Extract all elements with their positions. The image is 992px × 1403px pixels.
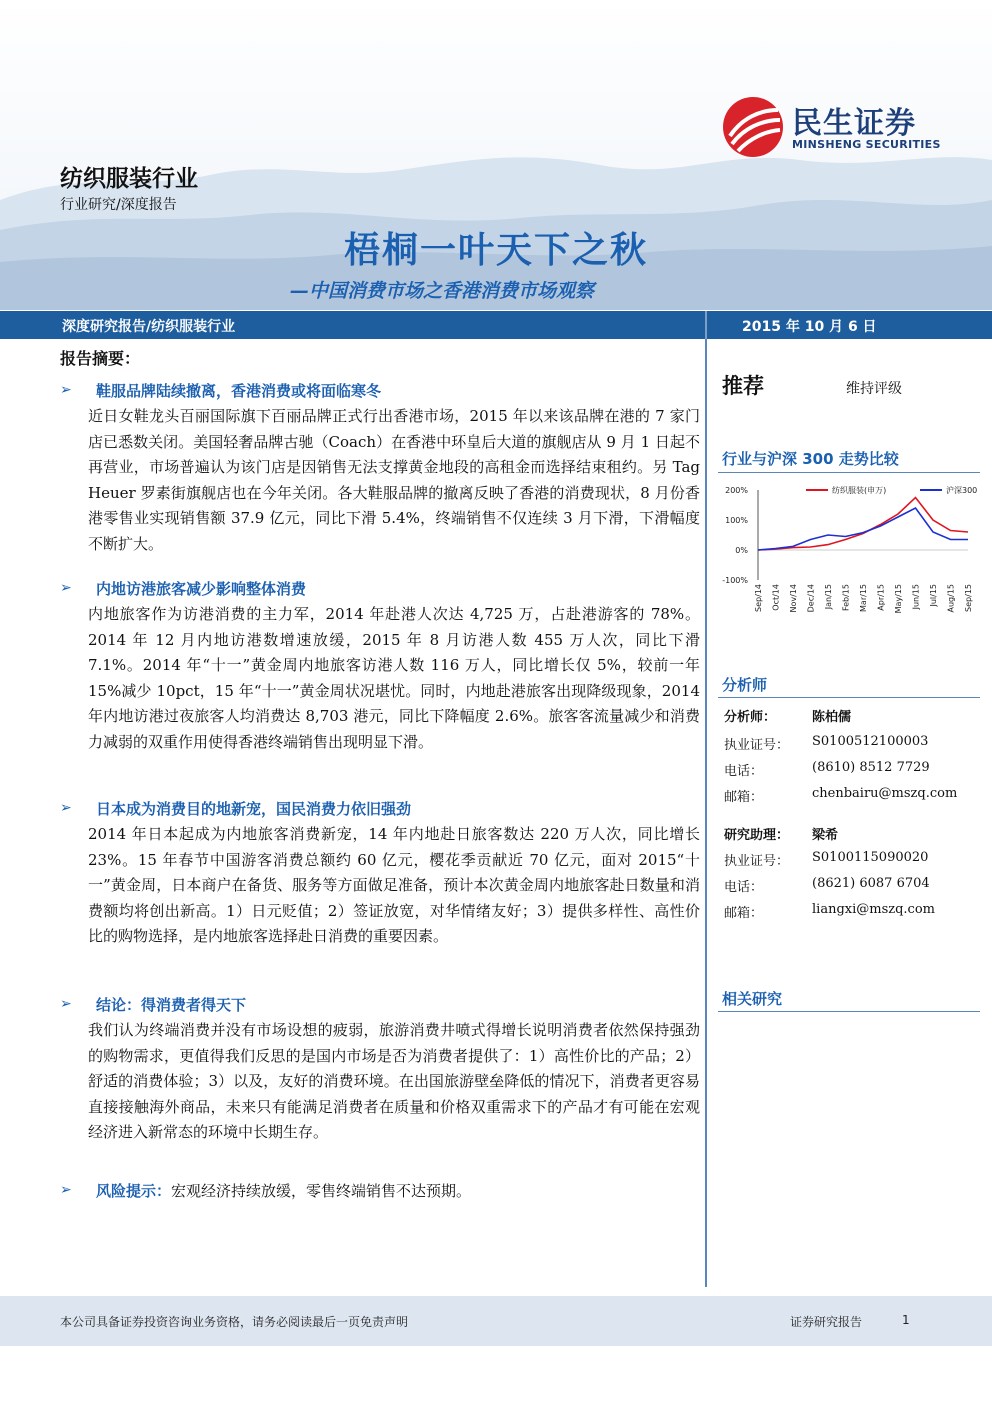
section-heading — [60, 380, 700, 404]
section-heading-text: 结论：得消费者得天下 — [96, 996, 247, 1014]
summary-section-5 — [60, 1180, 700, 1204]
page-number: 1 — [902, 1313, 910, 1327]
page-footer — [0, 1296, 992, 1346]
section-body: 近日女鞋龙头百丽国际旗下百丽品牌正式行出香港市场，2015 年以来该品牌在港的 7 家门店已悉数关闭。美国轻奢品牌古驰（Coach）在香港中环皇后大道的旗舰店从 9 月 1 日起不再营业，市场普遍认为该门店是因销售无法支撑黄金地段的高租金而选择结束租约。另 Tag Heuer 罗素街旗舰店也在今年关闭。各大鞋服品牌的撤离反映了香港的消费现状，8 月份香港零售业实现销售额 37.9 亿元，同比下滑 5.4%，终端销售不仅连续 3 月下滑，下滑幅度不断扩大。 — [88, 407, 700, 553]
x-tick-label: Jan/15 — [824, 584, 833, 610]
section-heading — [60, 578, 700, 602]
y-tick-label: -100% — [722, 576, 748, 585]
footer-report-type: 证券研究报告 — [790, 1315, 863, 1329]
cert-value: S0100115090020 — [812, 850, 929, 865]
chart-heading: 行业与沪深 300 走势比较 — [722, 450, 899, 468]
report-info-bar — [0, 311, 992, 339]
section-heading-text: 鞋服品牌陆续撤离，香港消费或将面临寒冬 — [96, 382, 382, 400]
x-tick-label: Jul/15 — [929, 584, 938, 607]
bullet-arrow-icon: ➢ — [60, 580, 72, 596]
phone-value: (8610) 8512 7729 — [812, 760, 930, 775]
summary-title: 报告摘要： — [60, 349, 141, 368]
cert-label: 执业证号： — [724, 854, 790, 869]
legend-label: 沪深300 — [946, 486, 978, 495]
section-body: 内地旅客作为访港消费的主力军，2014 年赴港人次达 4,725 万，占赴港游客的 78%。2014 年 12 月内地访港数增速放缓，2015 年 8 月访港人数 455 万人次，同比下滑 7.1%。2014 年“十一”黄金周内地旅客访港人数 116 万人，同比增长仅 5%，较前一年 15%减少 10pct，15 年“十一”黄金周状况堪忧。同时，内地赴港旅客出现降级现象，2014 年内地访港过夜旅客人均消费达 8,703 港元，同比下降幅度 2.6%。旅客客流量减少和消费力减弱的双重作用使得香港终端销售出现明显下滑。 — [88, 605, 700, 751]
email-label: 邮箱： — [724, 790, 764, 805]
x-tick-label: Feb/15 — [841, 584, 851, 612]
risk-heading-line — [96, 1180, 471, 1201]
bullet-arrow-icon: ➢ — [60, 1182, 72, 1198]
analyst-name: 陈柏儒 — [812, 710, 852, 725]
cert-label: 执业证号： — [724, 738, 790, 753]
report-subtitle: —中国消费市场之香港消费市场观察 — [290, 280, 595, 302]
rating-label: 推荐 — [722, 374, 764, 398]
chart-heading-rule — [718, 472, 980, 473]
bullet-arrow-icon: ➢ — [60, 996, 72, 1012]
x-tick-label: Dec/14 — [806, 584, 816, 613]
report-category: 深度研究报告/纺织服装行业 — [62, 319, 236, 335]
section-heading-text: 日本成为消费目的地新宠，国民消费力依旧强劲 — [96, 800, 412, 818]
cert-value: S0100512100003 — [812, 734, 929, 749]
series-line-textile — [758, 498, 968, 551]
x-tick-label: Aug/15 — [946, 584, 956, 613]
summary-section-1 — [60, 380, 700, 557]
report-subtype: 行业研究/深度报告 — [60, 197, 177, 213]
analyst-role: 研究助理： — [724, 828, 790, 843]
email-label: 邮箱： — [724, 906, 764, 921]
section-heading — [60, 994, 700, 1018]
section-heading-text: 内地访港旅客减少影响整体消费 — [96, 580, 307, 598]
risk-heading-text: 风险提示： — [96, 1182, 172, 1200]
bullet-arrow-icon: ➢ — [60, 800, 72, 816]
bar-divider — [705, 311, 707, 339]
analyst-name: 梁希 — [812, 828, 839, 843]
legend-label: 纺织服装(申万) — [832, 486, 887, 495]
section-body: 我们认为终端消费并没有市场设想的疲弱，旅游消费井喷式得增长说明消费者依然保持强劲的购物需求，更值得我们反思的是国内市场是否为消费者提供了：1）高性价比的产品；2）舒适的消费体验；3）以及，友好的消费环境。在出国旅游壁垒降低的情况下，消费者更容易直接接触海外商品，未来只有能满足消费者在质量和价格双重需求下的产品才有可能在宏观经济进入新常态的环境中长期生存。 — [88, 1021, 700, 1141]
y-tick-label: 200% — [725, 486, 748, 495]
analyst-heading: 分析师 — [722, 676, 768, 694]
column-divider — [705, 339, 707, 1287]
trend-chart — [716, 478, 984, 658]
x-tick-label: Oct/14 — [771, 584, 781, 611]
x-tick-label: Sep/15 — [964, 584, 973, 612]
analyst-role: 分析师： — [724, 710, 777, 725]
phone-value: (8621) 6087 6704 — [812, 876, 930, 891]
bullet-arrow-icon: ➢ — [60, 382, 72, 398]
analyst-heading-rule — [718, 697, 980, 698]
phone-label: 电话： — [724, 764, 764, 779]
related-heading-rule — [718, 1011, 980, 1012]
x-tick-label: Mar/15 — [859, 584, 868, 612]
summary-section-2 — [60, 578, 700, 755]
phone-label: 电话： — [724, 880, 764, 895]
email-link[interactable]: chenbairu@mszq.com — [812, 786, 958, 801]
logo-en-text: MINSHENG SECURITIES — [792, 138, 941, 151]
summary-section-4 — [60, 994, 700, 1146]
related-heading: 相关研究 — [722, 990, 783, 1008]
minsheng-logo-icon — [722, 96, 784, 158]
footer-disclaimer: 本公司具备证券投资咨询业务资格，请务必阅读最后一页免责声明 — [60, 1315, 409, 1329]
summary-section-3 — [60, 798, 700, 950]
x-tick-label: Nov/14 — [789, 584, 798, 613]
report-header — [0, 0, 992, 310]
company-logo — [722, 96, 962, 160]
x-tick-label: May/15 — [894, 584, 903, 614]
y-tick-label: 0% — [735, 546, 748, 555]
section-body: 2014 年日本起成为内地旅客消费新宠，14 年内地赴日旅客数达 220 万人次，同比增长 23%。15 年春节中国游客消费总额约 60 亿元，樱花季贡献近 70 亿元，面对 2015“十一”黄金周，日本商户在备货、服务等方面做足准备，预计本次黄金周内地旅客赴日数量和消费额均将创出新高。1）日元贬值；2）签证放宽，对华情绪友好；3）提供多样性、高性价比的购物选择，是内地旅客选择赴日消费的重要因素。 — [88, 825, 700, 945]
y-tick-label: 100% — [725, 516, 748, 525]
x-tick-label: Apr/15 — [876, 584, 886, 611]
email-link[interactable]: liangxi@mszq.com — [812, 902, 935, 917]
series-line-csi300 — [758, 508, 968, 550]
industry-label: 纺织服装行业 — [60, 166, 198, 192]
report-date: 2015 年 10 月 6 日 — [742, 319, 877, 335]
logo-cn-text: 民生证券 — [792, 106, 916, 141]
risk-text: 宏观经济持续放缓，零售终端销售不达预期。 — [171, 1182, 472, 1200]
section-heading — [60, 1180, 700, 1204]
rating-value: 维持评级 — [846, 381, 902, 397]
x-tick-label: Jun/15 — [911, 584, 921, 610]
x-tick-label: Sep/14 — [754, 584, 763, 612]
report-title: 梧桐一叶天下之秋 — [343, 230, 648, 271]
section-heading — [60, 798, 700, 822]
